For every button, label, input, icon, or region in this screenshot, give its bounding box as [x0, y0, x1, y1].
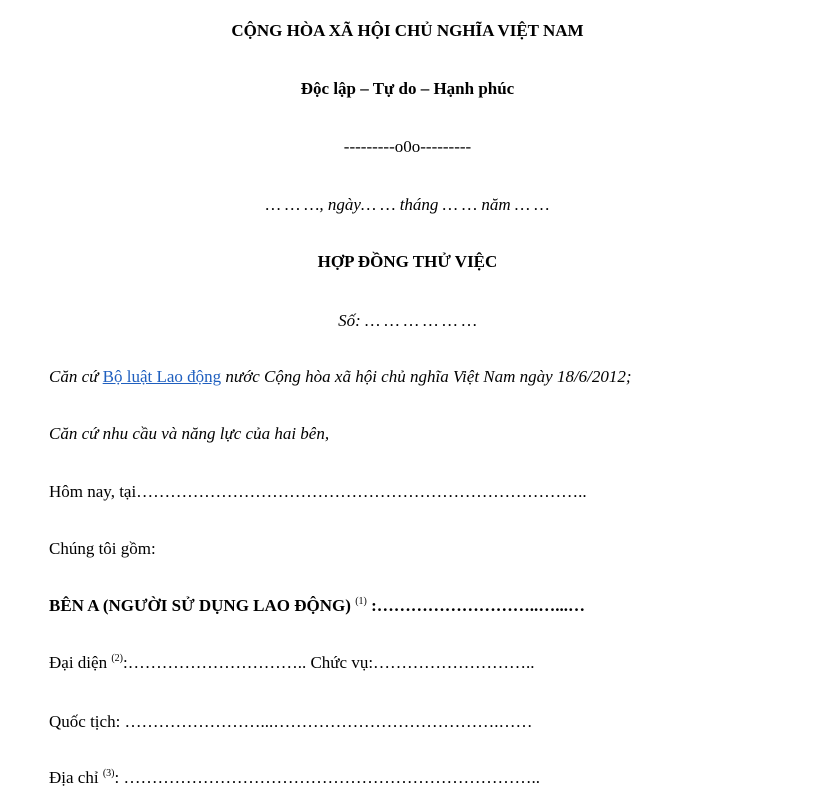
today-at-line: Hôm nay, tại…………………………………………………………………….. — [49, 482, 587, 501]
date-line: … … …, ngày… … tháng … … năm … … — [265, 195, 550, 214]
address-label: Địa chỉ — [49, 768, 99, 787]
basis-prefix: Căn cứ — [49, 367, 103, 386]
basis-line-1 — [49, 367, 632, 387]
party-a-line — [49, 596, 585, 616]
document-title: HỢP ĐỒNG THỬ VIỆC — [317, 252, 498, 271]
document-number: Số: … … … … … … — [338, 311, 477, 330]
representative-fill: :………………………….. Chức vụ:……………………….. — [123, 653, 535, 672]
nationality-line: Quốc tịch: ……………………...………………………………….…… — [49, 712, 533, 731]
party-a-footnote: (1) — [355, 596, 367, 607]
address-line — [49, 768, 540, 788]
address-footnote: (3) — [102, 768, 115, 779]
labor-code-link[interactable]: Bộ luật Lao động — [102, 367, 222, 386]
party-a-fill: :………………………..…...… — [366, 596, 586, 615]
basis-line-2: Căn cứ nhu cầu và năng lực của hai bên, — [49, 424, 330, 443]
motto: Độc lập – Tự do – Hạnh phúc — [300, 79, 515, 98]
representative-line — [49, 653, 535, 673]
representative-label: Đại diện — [49, 653, 108, 672]
divider: ---------o0o--------- — [343, 137, 472, 156]
basis-suffix: nước Cộng hòa xã hội chủ nghĩa Việt Nam ngày 18/6/2012; — [221, 367, 632, 386]
country-heading: CỘNG HÒA XÃ HỘI CHỦ NGHĨA VIỆT NAM — [231, 21, 584, 40]
representative-footnote: (2) — [111, 653, 123, 664]
address-fill: : ……………………………………………………………….. — [114, 768, 540, 787]
we-include-line: Chúng tôi gồm: — [49, 539, 156, 558]
party-a-label: BÊN A (NGƯỜI SỬ DỤNG LAO ĐỘNG) — [49, 596, 351, 615]
